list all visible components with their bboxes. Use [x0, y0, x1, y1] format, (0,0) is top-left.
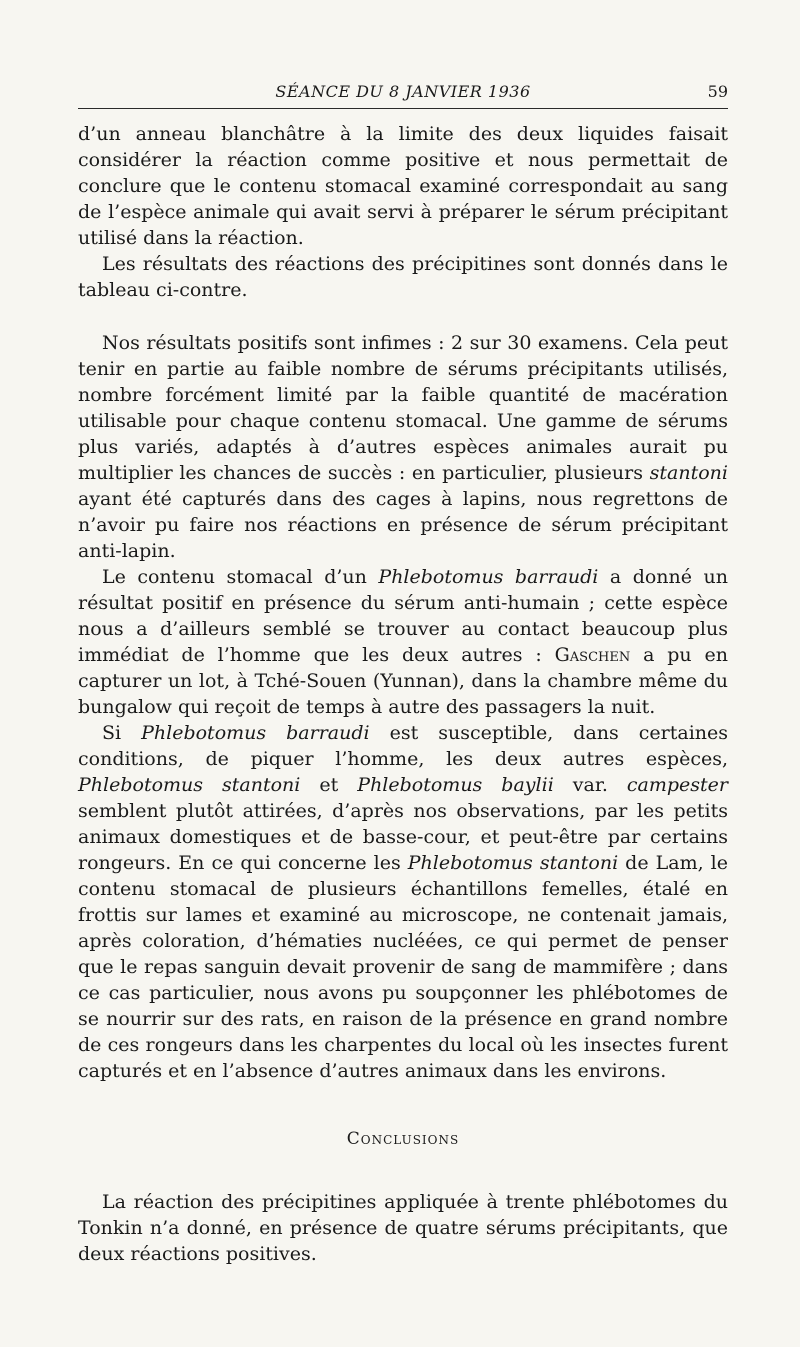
document-page — [78, 78, 728, 1267]
text-segment: Nos résultats positifs sont infimes : 2 sur 30 examens. Cela peut tenir en partie au faible nombre de sérums précipitants utilisés, nombre forcément limité par la faible quantité de macération utilisable pour chaque contenu stomacal. Une gamme de sérums plus variés, adaptés à d’autres espèces animales aurait pu multiplier les chances de succès : en particulier, plusieurs — [78, 332, 728, 484]
species-name: Phlebotomus barraudi — [141, 722, 370, 744]
running-title: SÉANCE DU 8 JANVIER 1936 — [275, 82, 531, 101]
body-text — [78, 121, 728, 1267]
running-header — [78, 78, 728, 109]
species-name: Phlebotomus baylii — [357, 774, 554, 796]
paragraph-other-species — [78, 720, 728, 1084]
text-segment: est susceptible, dans certaines conditions, de piquer l’homme, les deux autres espèces, — [78, 722, 728, 770]
text-segment: a pu en capturer un lot, à Tché-Souen (Yunnan), dans la chambre même du bungalow qui reçoit de temps à autre des passagers la nuit. — [78, 644, 728, 718]
text-segment: Si — [102, 722, 142, 744]
paragraph-results-table: Les résultats des réactions des précipitines sont donnés dans le tableau ci-contre. — [78, 253, 728, 301]
paragraph-barraudi — [78, 564, 728, 720]
paragraph-gap — [78, 303, 728, 330]
text-segment: et — [300, 774, 358, 796]
text-segment: ayant été capturés dans des cages à lapins, nous regrettons de n’avoir pu faire nos réactions en présence de sérum précipitant anti-lapin. — [78, 488, 728, 562]
species-name: Phlebotomus barraudi — [378, 566, 599, 588]
species-name: stantoni — [649, 462, 728, 484]
variety-name: campester — [626, 774, 728, 796]
text-segment: Le contenu stomacal d’un — [102, 566, 379, 588]
author-name: Gaschen — [554, 644, 631, 666]
text-segment: a donné un résultat positif en présence du sérum anti-humain ; cette espèce nous a d’ailleurs semblé se trouver au contact beaucoup plus immédiat de l’homme que les deux autres : — [78, 566, 728, 666]
paragraph-continued: d’un anneau blanchâtre à la limite des deux liquides faisait considérer la réaction comme positive et nous permettait de conclure que le contenu stomacal examiné correspondait au sang de l’espèce animale qui avait servi à préparer le sérum précipitant utilisé dans la réaction. — [78, 123, 728, 249]
page-number: 59 — [707, 82, 728, 101]
species-name: Phlebotomus stantoni — [407, 852, 619, 874]
species-name: Phlebotomus stantoni — [78, 774, 301, 796]
text-segment: var. — [553, 774, 627, 796]
paragraph-positive-results — [78, 330, 728, 564]
text-segment: de Lam, le contenu stomacal de plusieurs échantillons femelles, étalé en frottis sur lames et examiné au microscope, ne contenait jamais, après coloration, d’hématies nucléées, ce qui permet de penser que le repas sanguin devait provenir de sang de mammifère ; dans ce cas particulier, nous avons pu soupçonner les phlébotomes de se nourrir sur des rats, en raison de la présence en grand nombre de ces rongeurs dans les charpentes du local où les insectes furent capturés et en l’absence d’autres animaux dans les environs. — [78, 852, 728, 1082]
paragraph-conclusion: La réaction des précipitines appliquée à trente phlébotomes du Tonkin n’a donné, en présence de quatre sérums précipitants, que deux réactions positives. — [78, 1191, 728, 1265]
text-segment: semblent plutôt attirées, d’après nos observations, par les petits animaux domestiques et de basse-cour, et peut-être par certains rongeurs. En ce qui concerne les — [78, 800, 728, 874]
section-heading-conclusions: Conclusions — [346, 1129, 460, 1149]
